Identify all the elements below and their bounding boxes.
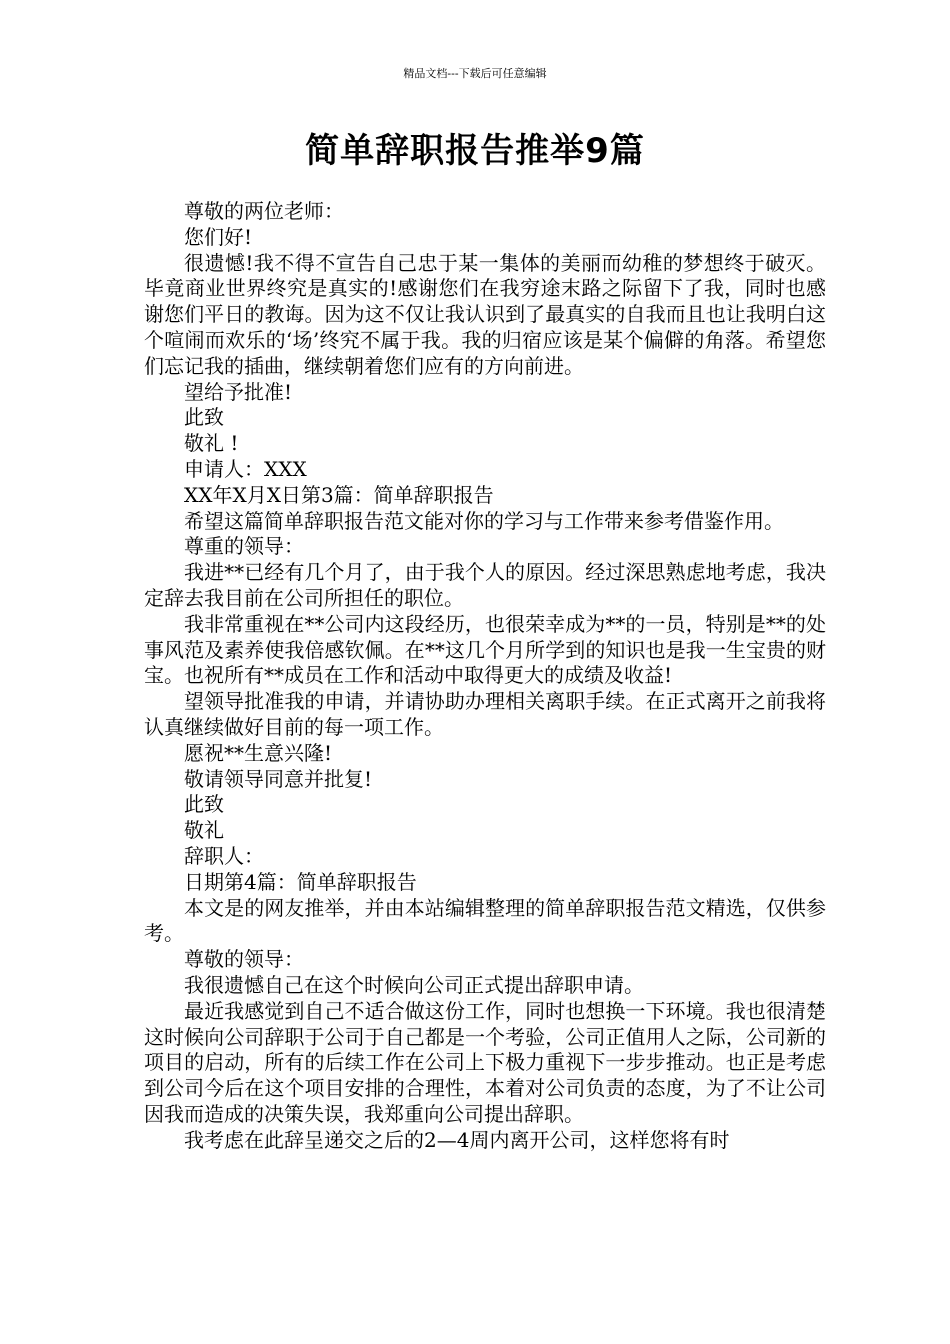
paragraph: 我进**已经有几个月了，由于我个人的原因。经过深思熟虑地考虑，我决定辞去我目前在公司所担任的职位。	[144, 560, 826, 610]
paragraph: 敬礼 !	[184, 431, 239, 456]
paragraph: 愿祝**生意兴隆!	[184, 740, 333, 765]
paragraph: 敬礼	[184, 818, 224, 843]
paragraph: 望给予批准!	[184, 379, 293, 404]
paragraph: XX年X月X日第3篇：简单辞职报告	[184, 482, 494, 507]
paragraph: 此致	[184, 405, 224, 430]
paragraph: 您们好!	[184, 224, 253, 249]
paragraph: 申请人：XXX	[184, 456, 307, 481]
paragraph: 我很遗憾自己在这个时候向公司正式提出辞职申请。	[184, 972, 644, 997]
paragraph: 望领导批准我的申请，并请协助办理相关离职手续。在正式离开之前我将认真继续做好目前的每一项工作。	[144, 689, 826, 739]
document-title: 简单辞职报告推举9篇	[305, 131, 645, 171]
paragraph: 我考虑在此辞呈递交之后的2—4周内离开公司，这样您将有时	[184, 1127, 730, 1152]
document-body	[144, 199, 826, 1153]
paragraph: 很遗憾!我不得不宣告自己忠于某一集体的美丽而幼稚的梦想终于破灭。毕竟商业世界终究是真实的!感谢您们在我穷途末路之际留下了我，同时也感谢您们平日的教诲。因为这不仅让我认识到了最真实的自我而且也让我明白这个喧闹而欢乐的‘场’终究不属于我。我的归宿应该是某个偏僻的角落。希望您们忘记我的插曲，继续朝着您们应有的方向前进。	[144, 250, 826, 378]
paragraph: 尊重的领导：	[184, 534, 304, 559]
paragraph: 辞职人：	[184, 843, 264, 868]
paragraph: 尊敬的领导：	[184, 947, 304, 972]
paragraph: 此致	[184, 792, 224, 817]
paragraph: 本文是的网友推举，并由本站编辑整理的简单辞职报告范文精选，仅供参考。	[144, 895, 826, 946]
paragraph: 希望这篇简单辞职报告范文能对你的学习与工作带来参考借鉴作用。	[184, 508, 784, 533]
page-header: 精品文档---下载后可任意编辑	[403, 67, 547, 80]
paragraph: 最近我感觉到自己不适合做这份工作，同时也想换一下环境。我也很清楚这时候向公司辞职于公司于自己都是一个考验，公司正值用人之际，公司新的项目的启动，所有的后续工作在公司上下极力重视下一步步推动。也正是考虑到公司今后在这个项目安排的合理性，本着对公司负责的态度，为了不让公司因我而造成的决策失误，我郑重向公司提出辞职。	[144, 998, 826, 1126]
paragraph: 敬请领导同意并批复!	[184, 766, 373, 791]
paragraph: 我非常重视在**公司内这段经历，也很荣幸成为**的一员，特别是**的处事风范及素养使我倍感钦佩。在**这几个月所学到的知识也是我一生宝贵的财宝。也祝所有**成员在工作和活动中取得更大的成绩及收益!	[144, 611, 826, 688]
paragraph: 尊敬的两位老师：	[184, 199, 344, 223]
paragraph: 日期第4篇：简单辞职报告	[184, 869, 417, 894]
